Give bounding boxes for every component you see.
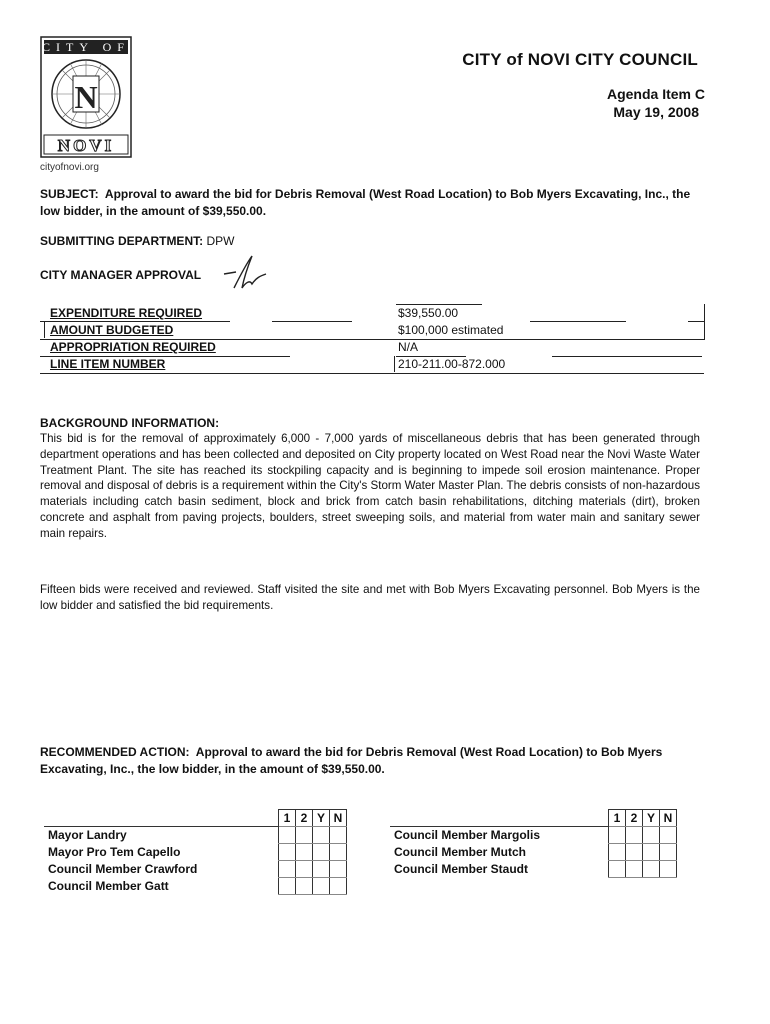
subject-block [40, 186, 710, 220]
vote-cell[interactable] [296, 827, 313, 844]
vote-header-spacer [44, 810, 279, 827]
form-rule [530, 321, 626, 322]
vote-row [390, 861, 677, 878]
vote-cell[interactable] [609, 844, 626, 861]
vote-cell[interactable] [296, 861, 313, 878]
line-item-value: 210-211.00-872.000 [398, 357, 506, 371]
appropriation-required-row [40, 340, 710, 356]
vote-col-2: 2 [626, 810, 643, 827]
subject-text: Approval to award the bid for Debris Removal (West Road Location) to Bob Myers Excavating, Inc., the low bidder, in the amount of $39,550.00. [40, 187, 691, 218]
vote-table-right [390, 809, 677, 878]
vote-cell[interactable] [279, 861, 296, 878]
vote-cell[interactable] [643, 827, 660, 844]
vote-cell[interactable] [626, 844, 643, 861]
logo-bottom-text: NOVI [57, 136, 115, 155]
form-rule [40, 321, 230, 322]
vote-row [44, 844, 347, 861]
amount-budgeted-value: $100,000 estimated [398, 323, 504, 337]
vote-cell[interactable] [279, 844, 296, 861]
vote-row [44, 878, 347, 895]
form-rule [396, 356, 466, 357]
council-member-name: Council Member Margolis [394, 828, 541, 843]
background-heading: BACKGROUND INFORMATION: [40, 416, 220, 430]
vote-row [390, 827, 677, 844]
expenditure-label: EXPENDITURE REQUIRED [50, 306, 203, 320]
amount-budgeted-row [40, 323, 710, 339]
amount-budgeted-label: AMOUNT BUDGETED [50, 323, 174, 337]
vote-cell[interactable] [330, 861, 347, 878]
line-item-row [40, 357, 710, 373]
logo-url: cityofnovi.org [40, 162, 99, 173]
vote-cell[interactable] [660, 827, 677, 844]
appropriation-label: APPROPRIATION REQUIRED [50, 340, 216, 354]
logo-top-text: CITY OF [42, 40, 130, 54]
vote-cell[interactable] [626, 827, 643, 844]
vote-cell[interactable] [660, 861, 677, 878]
vote-cell[interactable] [643, 844, 660, 861]
vote-cell[interactable] [330, 844, 347, 861]
agenda-date: May 19, 2008 [613, 104, 699, 120]
form-rule [394, 356, 395, 372]
agenda-item: Agenda Item C [606, 86, 705, 102]
vote-cell[interactable] [313, 861, 330, 878]
logo-monogram: N [74, 79, 98, 115]
form-rule [40, 373, 704, 374]
vote-cell[interactable] [626, 861, 643, 878]
recommended-action-block [40, 744, 710, 778]
vote-cell[interactable] [643, 861, 660, 878]
vote-row [390, 844, 677, 861]
vote-cell[interactable] [296, 844, 313, 861]
line-item-label: LINE ITEM NUMBER [50, 357, 166, 371]
form-rule [40, 339, 704, 340]
vote-table-left [44, 809, 347, 895]
expenditure-required-row [40, 306, 710, 322]
council-title: CITY of NOVI CITY COUNCIL [462, 50, 698, 69]
vote-col-n: N [660, 810, 677, 827]
department-value: DPW [206, 234, 235, 248]
council-member-name: Council Member Mutch [394, 845, 527, 859]
vote-cell[interactable] [330, 878, 347, 895]
vote-col-y: Y [313, 810, 330, 827]
council-member-name: Council Member Crawford [48, 862, 198, 876]
form-rule [552, 356, 702, 357]
vote-cell[interactable] [330, 827, 347, 844]
form-rule [40, 356, 290, 357]
vote-cell[interactable] [313, 878, 330, 895]
vote-col-1: 1 [279, 810, 296, 827]
background-paragraph: Fifteen bids were received and reviewed. Staff visited the site and met with Bob Myers Excavating personnel. Bob Myers is the low bidder and satisfied the bid requirements. [40, 583, 700, 612]
vote-cell[interactable] [296, 878, 313, 895]
council-member-name: Mayor Landry [48, 828, 127, 843]
signature [222, 252, 270, 292]
subject-label: SUBJECT: [40, 187, 99, 201]
vote-col-n: N [330, 810, 347, 827]
city-logo [40, 36, 132, 158]
vote-cell[interactable] [609, 827, 626, 844]
vote-cell[interactable] [279, 827, 296, 844]
form-rule [704, 304, 705, 340]
recommended-action-text: Approval to award the bid for Debris Removal (West Road Location) to Bob Myers Excavating, Inc., the low bidder, in the amount of $39,550.00. [40, 745, 663, 776]
vote-cell[interactable] [313, 844, 330, 861]
form-rule [272, 321, 352, 322]
department-label: SUBMITTING DEPARTMENT: [40, 234, 204, 248]
vote-col-2: 2 [296, 810, 313, 827]
vote-row [44, 861, 347, 878]
expenditure-value: $39,550.00 [398, 306, 459, 320]
council-member-name: Mayor Pro Tem Capello [48, 845, 181, 859]
appropriation-value: N/A [398, 340, 419, 354]
background-paragraph: This bid is for the removal of approximately 6,000 - 7,000 yards of miscellaneous debris that has been generated through department operations and has been collected and deposited on City property located on West Road near the Novi Waste Water Treatment Plant. The site has reached its stockpiling capacity and is beginning to impede soil erosion maintenance. Proper removal and disposal of debris is a requirement within the City's Storm Water Master Plan. The debris consists of non-hazardous materials including catch basin sediment, block and brick from catch basin rehabilitations, ditching materials (dirt), broken concrete and asphalt from paving projects, boulders, street sweeping soils, and material from water main and sanitary sewer main repairs. [40, 432, 700, 540]
form-rule [688, 321, 704, 322]
vote-cell[interactable] [313, 827, 330, 844]
council-member-name: Council Member Gatt [48, 879, 169, 893]
vote-col-y: Y [643, 810, 660, 827]
vote-cell[interactable] [660, 844, 677, 861]
council-member-name: Council Member Staudt [394, 862, 529, 876]
form-rule [44, 322, 45, 338]
city-manager-approval-label: CITY MANAGER APPROVAL [40, 268, 202, 282]
vote-cell[interactable] [609, 861, 626, 878]
vote-col-1: 1 [609, 810, 626, 827]
form-rule [396, 304, 482, 305]
vote-row [44, 827, 347, 844]
vote-cell[interactable] [279, 878, 296, 895]
recommended-action-label: RECOMMENDED ACTION: [40, 745, 190, 759]
submitting-department [40, 234, 234, 248]
vote-header-spacer [390, 810, 609, 827]
